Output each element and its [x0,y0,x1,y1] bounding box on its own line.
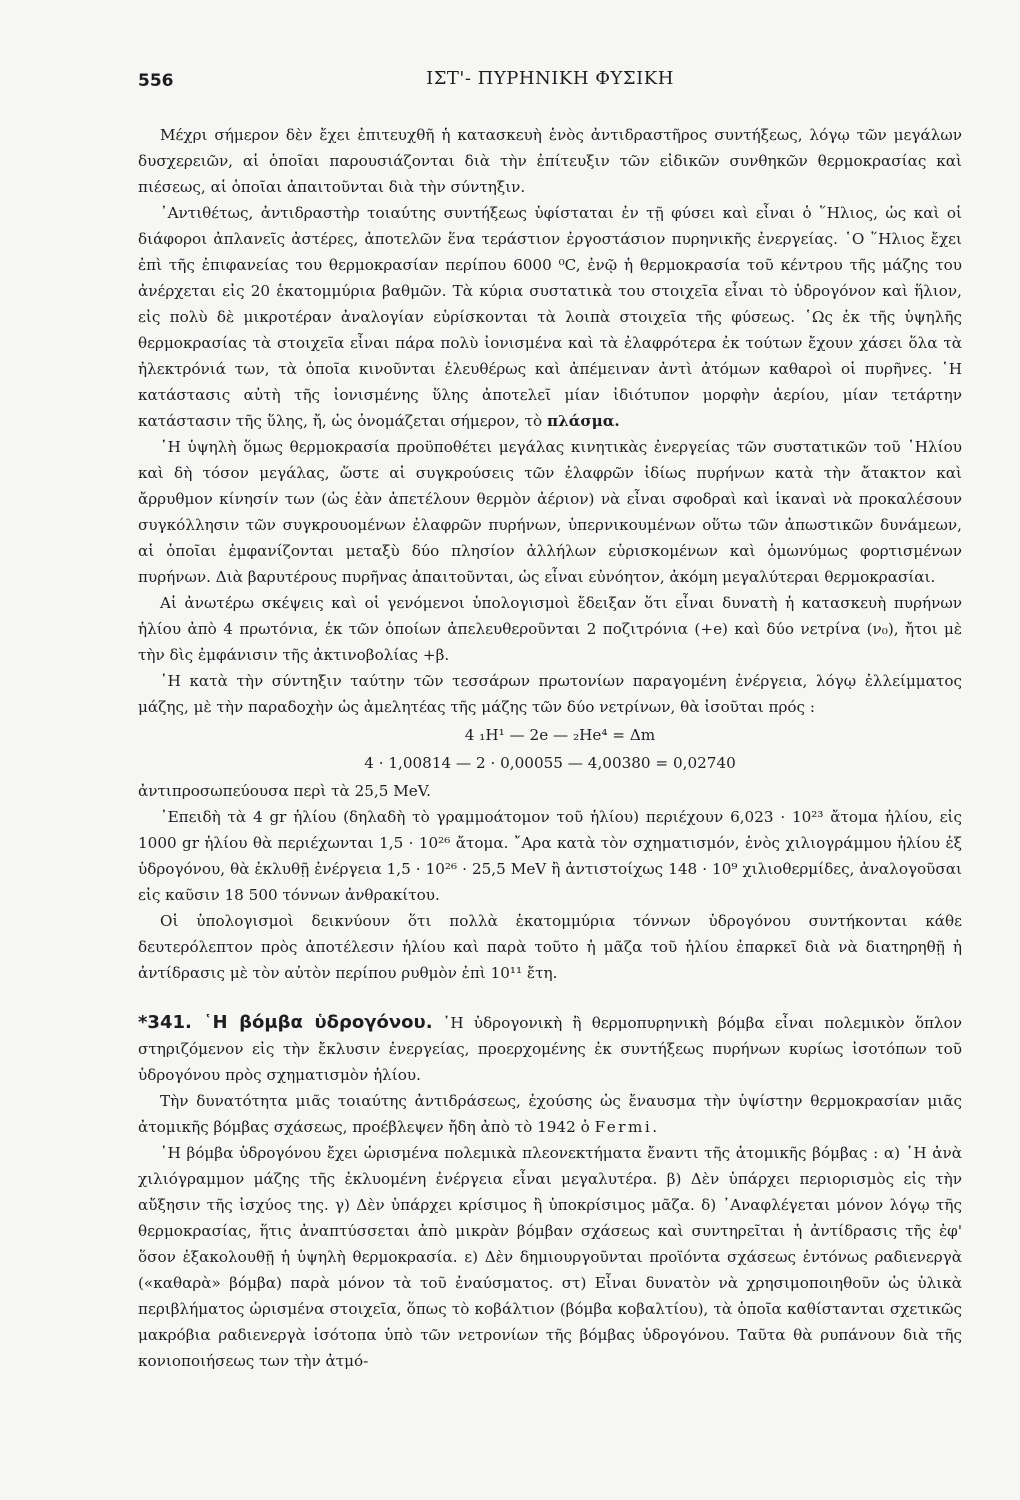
page-number: 556 [138,71,174,91]
paragraph: Οἱ ὑπολογισμοὶ δεικνύουν ὅτι πολλὰ ἑκατομμύρια τόννων ὑδρογόνου συντήκονται κάθε δευτερόλεπτον πρὸς ἀποτέλεσιν ἡλίου καὶ παρὰ τοῦτο ἡ μᾶζα τοῦ ἡλίου ἐπαρκεῖ διὰ νὰ διατηρηθῇ ἡ ἀντίδρασις μὲ τὸν αὐτὸν περίπου ρυθμὸν ἐπὶ 10¹¹ ἔτη. [138,912,962,982]
section-heading: *341. ῾Η βόμβα ὑδρογόνου. [138,1012,433,1033]
paragraph: Μέχρι σήμερον δὲν ἔχει ἐπιτευχθῆ ἡ κατασκευὴ ἑνὸς ἀντιδραστῆρος συντήξεως, λόγῳ τῶν μεγάλων δυσχερειῶν, αἱ ὁποῖαι παρουσιάζονται διὰ τὴν ἐπίτευξιν τῶν εἰδικῶν συνθηκῶν θερμοκρασίας καὶ πιέσεως, αἱ ὁποῖαι ἀπαιτοῦνται διὰ τὴν σύντηξιν. [138,126,962,196]
paragraph [138,1010,962,1088]
page-header [138,66,962,98]
plasma-term: πλάσμα. [546,412,620,430]
paragraph-text: ῾Η ὑδρογονικὴ ἢ θερμοπυρηνικὴ βόμβα εἶναι πολεμικὸν ὅπλον στηριζόμενον εἰς τὴν ἔκλυσιν ἐνεργείας, προερχομένης ἐκ συντήξεως πυρήνων κυρίως ἰσοτόπων τοῦ ὑδρογόνου πρὸς σχηματισμὸν ἡλίου. [138,1014,962,1084]
paragraph: ῾Η ὑψηλὴ ὅμως θερμοκρασία προϋποθέτει μεγάλας κινητικὰς ἐνεργείας τῶν συστατικῶν τοῦ ῾Ηλίου καὶ δὴ τόσον μεγάλας, ὥστε αἱ συγκρούσεις τῶν ἐλαφρῶν ἰδίως πυρήνων κατὰ τὴν ἄτακτον καὶ ἄρρυθμον κίνησίν των (ὡς ἐὰν ἀπετέλουν θερμὸν ἀέριον) νὰ εἶναι σφοδραὶ καὶ ἱκαναὶ νὰ προκαλέσουν συγκόλλησιν τῶν συγκρουομένων ἐλαφρῶν πυρήνων, ὑπερνικουμένων οὕτω τῶν ἀπωστικῶν δυνάμεων, αἱ ὁποῖαι ἐμφανίζονται μεταξὺ δύο πλησίον ἀλλήλων εὑρισκομένων καὶ ὁμωνύμως φορτισμένων πυρήνων. Διὰ βαρυτέρους πυρῆνας ἀπαιτοῦνται, ὡς εἶναι εὐνόητον, ἀκόμη μεγαλύτεραι θερμοκρασίαι. [138,438,962,586]
running-title: ΙΣΤ'- ΠΥΡΗΝΙΚΗ ΦΥΣΙΚΗ [426,68,674,89]
paragraph: Αἱ ἀνωτέρω σκέψεις καὶ οἱ γενόμενοι ὑπολογισμοὶ ἔδειξαν ὅτι εἶναι δυνατὴ ἡ κατασκευὴ πυρήνων ἡλίου ἀπὸ 4 πρωτόνια, ἐκ τῶν ὁποίων ἀπελευθεροῦνται 2 ποζιτρόνια (+e) καὶ δύο νετρίνα (ν₀), ἤτοι μὲ τὴν δὶς ἐμφάνισιν τῆς ἀκτινοβολίας +β. [138,594,962,664]
paragraph-text: Τὴν δυνατότητα μιᾶς τοιαύτης ἀντιδράσεως, ἐχούσης ὡς ἔναυσμα τὴν ὑψίστην θερμοκρασίαν μιᾶς ἀτομικῆς βόμβας σχάσεως, προέβλεψεν ἤδη ἀπὸ τὸ 1942 ὁ [138,1092,962,1136]
formula-mass-defect: 4 ₁H¹ — 2e — ₂He⁴ = Δm [464,726,656,744]
formula-calculation: 4 · 1,00814 — 2 · 0,00055 — 4,00380 = 0,02740 [364,754,736,772]
paragraph-text: ᾿Αντιθέτως, ἀντιδραστὴρ τοιαύτης συντήξεως ὑφίσταται ἐν τῇ φύσει καὶ εἶναι ὁ ῞Ηλιος, ὡς καὶ οἱ διάφοροι ἀπλανεῖς ἀστέρες, ἀποτελῶν ἕνα τεράστιον ἐργοστάσιον πυρηνικῆς ἐνεργείας. ῾Ο ῞Ηλιος ἔχει ἐπὶ τῆς ἐπιφανείας του θερμοκρασίαν περίπου 6000 ⁰C, ἐνῷ ἡ θερμοκρασία τοῦ κέντρου τῆς μάζης του ἀνέρχεται εἰς 20 ἑκατομμύρια βαθμῶν. Τὰ κύρια συστατικὰ του στοιχεῖα εἶναι τὸ ὑδρογόνον καὶ ἥλιον, εἰς πολὺ δὲ μικροτέραν ἀναλογίαν εὑρίσκονται τὰ λοιπὰ στοιχεῖα τῆς φύσεως. ῾Ως ἐκ τῆς ὑψηλῆς θερμοκρασίας τὰ στοιχεῖα εἶναι πάρα πολὺ ἰονισμένα καὶ τὰ ἐλαφρότερα ἐκ τούτων ἔχουν χάσει ὅλα τὰ ἠλεκτρόνιά των, τὰ ὁποῖα κινοῦνται ἐλευθέρως καὶ ἀπέμειναν ἀντὶ ἀτόμων καθαροὶ οἱ πυρῆνες. ῾Η κατάστασις αὐτὴ τῆς ἰονισμένης ὕλης ἀποτελεῖ μίαν ἰδιότυπον μορφὴν ἀερίου, μίαν τετάρτην κατάστασιν τῆς ὕλης, ἤ, ὡς ὀνομάζεται σήμερον, τὸ [138,204,962,430]
paragraph [138,200,962,434]
paragraph: ῾Η κατὰ τὴν σύντηξιν ταύτην τῶν τεσσάρων πρωτονίων παραγομένη ἐνέργεια, λόγῳ ἐλλείμματος μάζης, μὲ τὴν παραδοχὴν ὡς ἀμελητέας τῆς μάζης τῶν δύο νετρίνων, θὰ ἰσοῦται πρός : [138,672,962,716]
paragraph: ῾Η βόμβα ὑδρογόνου ἔχει ὡρισμένα πολεμικὰ πλεονεκτήματα ἔναντι τῆς ἀτομικῆς βόμβας : α) ῾Η ἀνὰ χιλιόγραμμον μάζης τῆς ἐκλυομένη ἐνέργεια εἶναι μεγαλυτέρα. β) Δὲν ὑπάρχει περιορισμὸς εἰς τὴν αὔξησιν τῆς ἰσχύος της. γ) Δὲν ὑπάρχει κρίσιμος ἢ ὑποκρίσιμος μᾶζα. δ) ᾿Αναφλέγεται μόνον λόγῳ τῆς θερμοκρασίας, ἥτις ἀναπτύσσεται ἀπὸ μικρὰν βόμβαν σχάσεως καὶ συντηρεῖται ἡ ἀντίδρασις τῆς ἐφ' ὅσον ἐξακολουθῇ ἡ ὑψηλὴ θερμοκρασία. ε) Δὲν δημιουργοῦνται προϊόντα σχάσεως ἐντόνως ραδιενεργὰ («καθαρὰ» βόμβα) παρὰ μόνον τὰ τοῦ ἐναύσματος. στ) Εἶναι δυνατὸν νὰ χρησιμοποιηθοῦν ὡς ὑλικὰ περιβλήματος ὡρισμένα στοιχεῖα, ὅπως τὸ κοβάλτιον (βόμβα κοβαλτίου), τὰ ὁποῖα καθίστανται σχετικῶς μακρόβια ραδιενεργὰ ἰσότοπα ὑπὸ τῶν νετρονίων τῆς βόμβας ὑδρογόνου. Ταῦτα θὰ ρυπάνουν διὰ τῆς κονιοποιήσεως των τὴν ἀτμό- [138,1144,962,1370]
paragraph: ἀντιπροσωπεύουσα περὶ τὰ 25,5 MeV. [138,782,431,800]
fermi-name: Fermi. [594,1118,660,1136]
paragraph: ᾿Επειδὴ τὰ 4 gr ἡλίου (δηλαδὴ τὸ γραμμοάτομον τοῦ ἡλίου) περιέχουν 6,023 · 10²³ ἄτομα ἡλίου, εἰς 1000 gr ἡλίου θὰ περιέχωνται 1,5 · 10²⁶ ἄτομα. ῎Αρα κατὰ τὸν σχηματισμόν, ἑνὸς χιλιογράμμου ἡλίου ἐξ ὑδρογόνου, θὰ ἐκλυθῇ ἐνέργεια 1,5 · 10²⁶ · 25,5 MeV ἢ ἀντιστοίχως 148 · 10⁹ χιλιοθερμίδες, ἀναλογοῦσαι εἰς καῦσιν 18 500 τόννων ἀνθρακίτου. [138,808,962,904]
page-body [138,122,962,1374]
spacer [138,986,962,1010]
paragraph [138,1088,962,1140]
